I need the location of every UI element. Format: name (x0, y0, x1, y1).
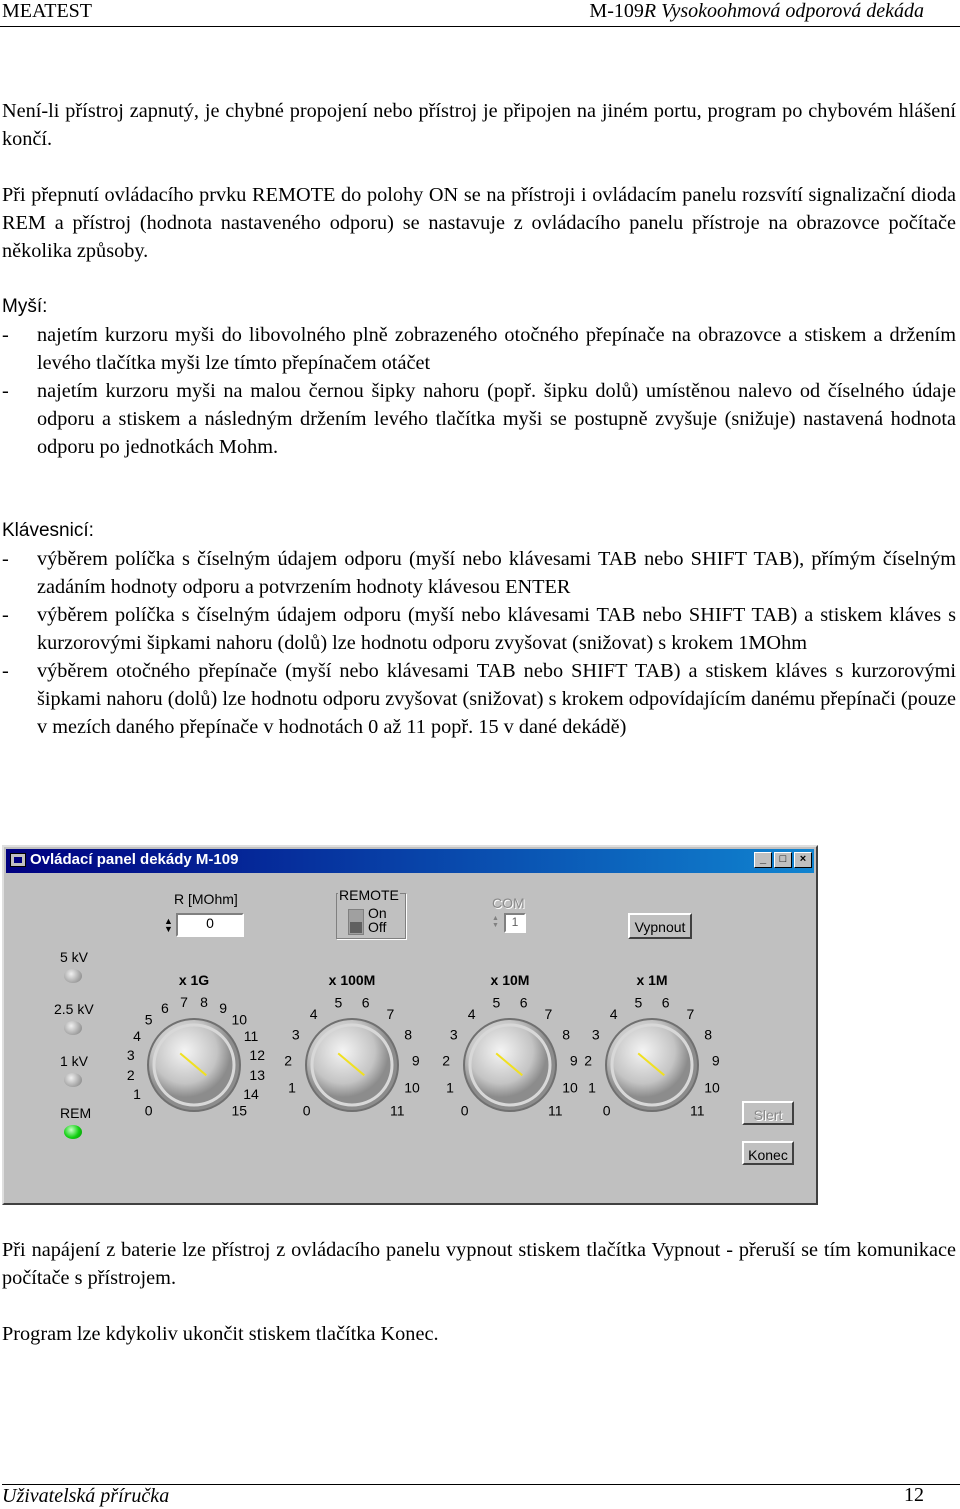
app-icon (10, 853, 26, 867)
dial-tick-label: 10 (704, 1079, 720, 1096)
dial-tick-label: 6 (661, 994, 670, 1011)
dial-tick-label: 5 (492, 994, 501, 1011)
led-label: 1 kV (60, 1053, 89, 1069)
page-number: 12 (904, 1484, 924, 1506)
remote-switch[interactable] (348, 909, 364, 935)
com-field[interactable]: 1 (504, 913, 526, 933)
dial-label: x 1M (636, 972, 668, 988)
led-rem (64, 1125, 82, 1139)
header-company: MEATEST (2, 0, 92, 22)
dial-tick-label: 12 (249, 1047, 265, 1063)
slert-button[interactable]: Slert (742, 1101, 794, 1125)
remote-label: REMOTE (339, 887, 399, 903)
dial-label: x 100M (328, 972, 376, 988)
dial-tick-label: 10 (231, 1011, 248, 1028)
footer-title: Uživatelská příručka (2, 1485, 170, 1507)
remote-off-label: Off (368, 919, 387, 935)
rotary-switch[interactable] (562, 967, 742, 1147)
dial-tick-label: 1 (588, 1079, 596, 1096)
led-1kv (64, 1073, 82, 1087)
dial-tick-label: 2 (126, 1067, 135, 1083)
dial-tick-label: 14 (243, 1086, 259, 1103)
dial-tick-label: 4 (609, 1005, 618, 1022)
dial-tick-label: 4 (133, 1027, 141, 1044)
dial-label: x 1G (178, 972, 210, 988)
list-item: - výběrem políčka s číselným údajem odporu (myší nebo klávesami TAB nebo SHIFT TAB), přímým číselným zadáním hodnoty odporu a potvrzením hodnoty klávesou ENTER (2, 548, 956, 598)
maximize-icon[interactable]: □ (774, 852, 792, 868)
list-item: - najetím kurzoru myši do libovolného plně zobrazeného otočného přepínače na obrazovce a stiskem a držením levého tlačítka myši lze tímto přepínačem otáčet (2, 324, 956, 374)
led-label: 5 kV (60, 949, 89, 965)
r-label: R [MOhm] (174, 891, 238, 907)
dial-tick-label: 1 (446, 1079, 454, 1096)
dial-tick-label: 6 (161, 1000, 169, 1016)
led-5kv (64, 969, 82, 983)
dial-tick-label: 11 (243, 1027, 259, 1044)
header-product-name: R Vysokoohmová odporová dekáda (643, 0, 924, 22)
dial-tick-label: 3 (591, 1026, 600, 1043)
dial-tick-label: 9 (569, 1052, 578, 1069)
dial-tick-label: 3 (291, 1026, 300, 1043)
paragraph-exit: Program lze kdykoliv ukončit stiskem tlačítka Konec. (2, 1323, 439, 1345)
list-item: - výběrem otočného přepínače (myší nebo klávesami TAB nebo SHIFT TAB) a stiskem kláves s kurzorovými šipkami nahoru (dolů) lze hodnotu odporu zvyšovat (snižovat) s krokem odpovídajícím danému přepínači (pouze v mezích daného přepínače v hodnotách 0 až 11 popř. 15 v dané dekádě) (2, 660, 956, 738)
dial-tick-label: 9 (219, 1000, 227, 1016)
dial-tick-label: 6 (519, 994, 528, 1011)
dial-tick-label: 4 (467, 1005, 476, 1022)
dial-tick-label: 10 (562, 1079, 578, 1096)
dial-tick-label: 11 (390, 1102, 405, 1119)
list-item: - najetím kurzoru myši na malou černou šipky nahoru (popř. šipku dolů) umístěnou nalevo od číselného údaje odporu a stiskem a následným držením levého tlačítka myši se postupně zvyšuje (snižuje) nastavená hodnota odporu po jednotkách Mohm. (2, 380, 956, 458)
com-spin-arrows-icon[interactable]: ▲ ▼ (492, 915, 499, 929)
led-2-5kv (64, 1021, 82, 1035)
dial-tick-label: 0 (460, 1102, 469, 1119)
dial-tick-label: 3 (126, 1047, 135, 1063)
dial-tick-label: 11 (548, 1102, 563, 1119)
window-titlebar[interactable] (6, 849, 814, 873)
paragraph-error: Není-li přístroj zapnutý, je chybné propojení nebo přístroj je připojen na jiném portu, program po chybovém hlášení končí. (2, 100, 956, 150)
dial-tick-label: 0 (144, 1102, 153, 1119)
dial-tick-label: 2 (584, 1052, 593, 1069)
header-product (589, 0, 924, 23)
dial-tick-label: 13 (249, 1067, 265, 1083)
dial-tick-label: 8 (704, 1026, 713, 1043)
dial-tick-label: 3 (449, 1026, 458, 1043)
dial-tick-label: 9 (411, 1052, 420, 1069)
resistance-input[interactable]: 0 (176, 913, 244, 937)
vypnout-button[interactable]: Vypnout (628, 913, 692, 939)
dial-tick-label: 0 (602, 1102, 611, 1119)
dial-tick-label: 15 (231, 1102, 248, 1119)
rotary-switch[interactable] (262, 967, 442, 1147)
led-label: 2.5 kV (54, 1001, 94, 1017)
dial-tick-label: 8 (200, 993, 208, 1010)
led-label: REM (60, 1105, 92, 1121)
dial-tick-label: 7 (180, 993, 188, 1010)
dial-label: x 10M (490, 972, 530, 988)
dial-tick-label: 8 (562, 1026, 571, 1043)
dial-tick-label: 1 (288, 1079, 296, 1096)
header-model: M-109 (589, 0, 644, 22)
resistance-spin-arrows-icon[interactable]: ▲ ▼ (164, 916, 173, 934)
control-panel-window (2, 845, 818, 1205)
dial-tick-label: 0 (302, 1102, 311, 1119)
dial-tick-label: 5 (144, 1011, 153, 1028)
dial-tick-label: 11 (690, 1102, 705, 1119)
minimize-icon[interactable]: _ (754, 852, 772, 868)
text-block-top (2, 97, 956, 741)
paragraph-battery: Při napájení z baterie lze přístroj z ovládacího panelu vypnout stiskem tlačítka Vypnout - přeruší se tím komunikace počítače s přístrojem. (2, 1239, 956, 1289)
list-item: - výběrem políčka s číselným údajem odporu (myší nebo klávesami TAB nebo SHIFT TAB) a stiskem kláves s kurzorovými šipkami nahoru (dolů) lze hodnotu odporu zvyšovat (snižovat) s krokem 1MOhm (2, 604, 956, 654)
paragraph-remote: Při přepnutí ovládacího prvku REMOTE do polohy ON se na přístroji i ovládacím panelu rozsvítí signalizační dioda REM a přístroj (hodnota nastaveného odporu) se nastavuje z ovládacího panelu přístroje na obrazovce počítače několika způsoby. (2, 184, 956, 262)
dial-tick-label: 8 (404, 1026, 413, 1043)
dial-tick-label: 9 (711, 1052, 720, 1069)
dial-tick-label: 5 (334, 994, 343, 1011)
dial-tick-label: 5 (634, 994, 643, 1011)
mouse-heading: Myší: (2, 296, 48, 317)
dial-tick-label: 6 (361, 994, 370, 1011)
dial-tick-label: 7 (386, 1005, 395, 1022)
dial-tick-label: 2 (284, 1052, 293, 1069)
dial-tick-label: 7 (686, 1005, 695, 1022)
window-title: Ovládací panel dekády M-109 (30, 851, 239, 868)
rotary-switch[interactable] (104, 967, 284, 1147)
com-label: COM (492, 895, 525, 911)
dial-tick-label: 2 (442, 1052, 451, 1069)
keyboard-heading: Klávesnicí: (2, 520, 94, 541)
remote-on-label: On (368, 905, 387, 921)
page-header (0, 0, 960, 27)
dial-tick-label: 1 (133, 1086, 141, 1103)
page-footer (2, 1484, 960, 1509)
text-block-bottom (2, 1236, 956, 1348)
dial-tick-label: 10 (404, 1079, 420, 1096)
close-icon[interactable]: × (794, 852, 812, 868)
dial-tick-label: 7 (544, 1005, 553, 1022)
dial-tick-label: 4 (309, 1005, 318, 1022)
konec-button[interactable]: Konec (742, 1141, 794, 1165)
